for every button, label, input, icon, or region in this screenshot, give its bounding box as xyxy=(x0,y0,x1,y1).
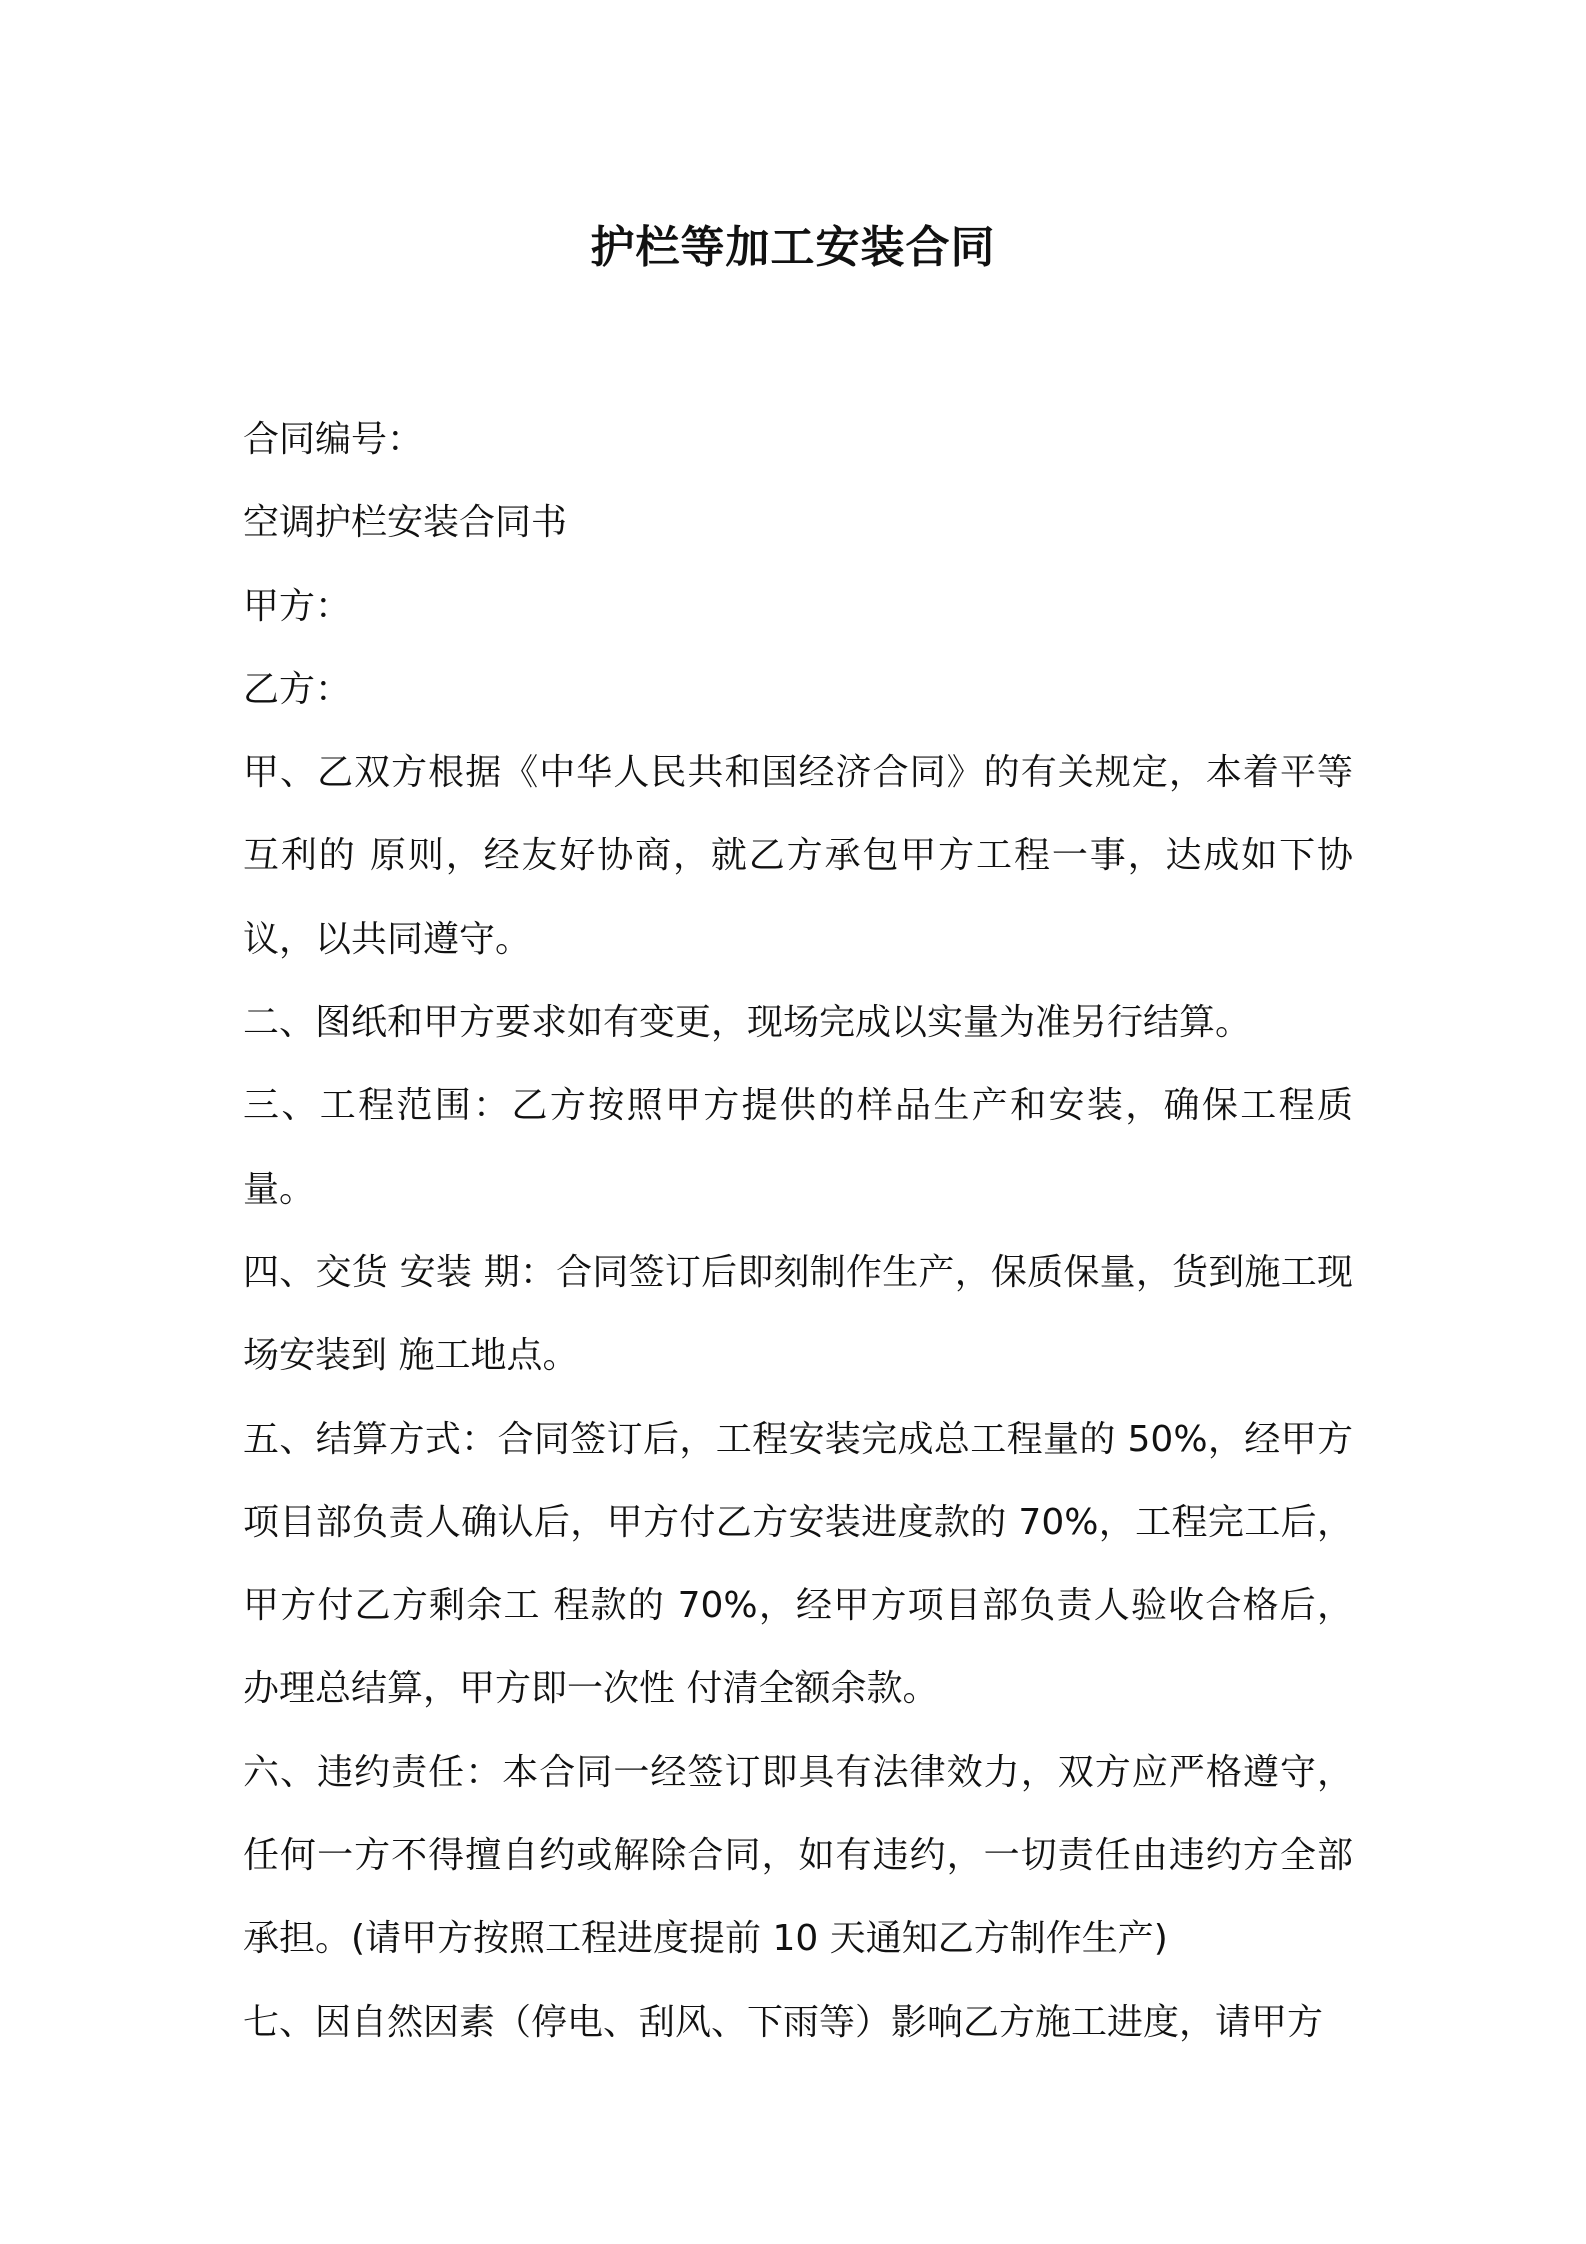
document-title: 护栏等加工安装合同 xyxy=(590,222,996,273)
document-body xyxy=(243,398,1353,2064)
contract-number-line: 合同编号： xyxy=(243,419,424,460)
party-a-line: 甲方： xyxy=(243,585,352,627)
contract-subtitle: 空调护栏安装合同书 xyxy=(243,502,568,544)
clause-4: 四、交货 安装 期：合同签订后即刻制作生产，保质保量，货到施工现场安装到 施工地点。 xyxy=(243,1251,1353,1377)
clause-2: 二、图纸和甲方要求如有变更，现场完成以实量为准另行结算。 xyxy=(243,1002,1252,1044)
party-b-line: 乙方： xyxy=(243,668,352,710)
clause-3: 三、工程范围：乙方按照甲方提供的样品生产和安装，确保工程质量。 xyxy=(243,1085,1353,1210)
clause-6: 六、违约责任：本合同一经签订即具有法律效力，双方应严格遵守，任何一方不得擅自约或解除合同，如有违约，一切责任由违约方全部承担。(请甲方按照工程进度提前 10 天通知乙方制作生产) xyxy=(243,1751,1353,1960)
clause-5: 五、结算方式：合同签订后，工程安装完成总工程量的 50%，经甲方项目部负责人确认后，甲方付乙方安装进度款的 70%，工程完工后，甲方付乙方剩余工 程款的 70%，经甲方项目部负责人验收合格后，办理总结算，甲方即一次性 付清全额余款。 xyxy=(243,1418,1353,1710)
clause-7: 七、因自然因素（停电、刮风、下雨等）影响乙方施工进度，请甲方 xyxy=(243,2001,1324,2043)
preamble-paragraph: 甲、乙双方根据《中华人民共和国经济合同》的有关规定，本着平等互利的 原则，经友好协商，就乙方承包甲方工程一事，达成如下协议，以共同遵守。 xyxy=(243,752,1353,960)
